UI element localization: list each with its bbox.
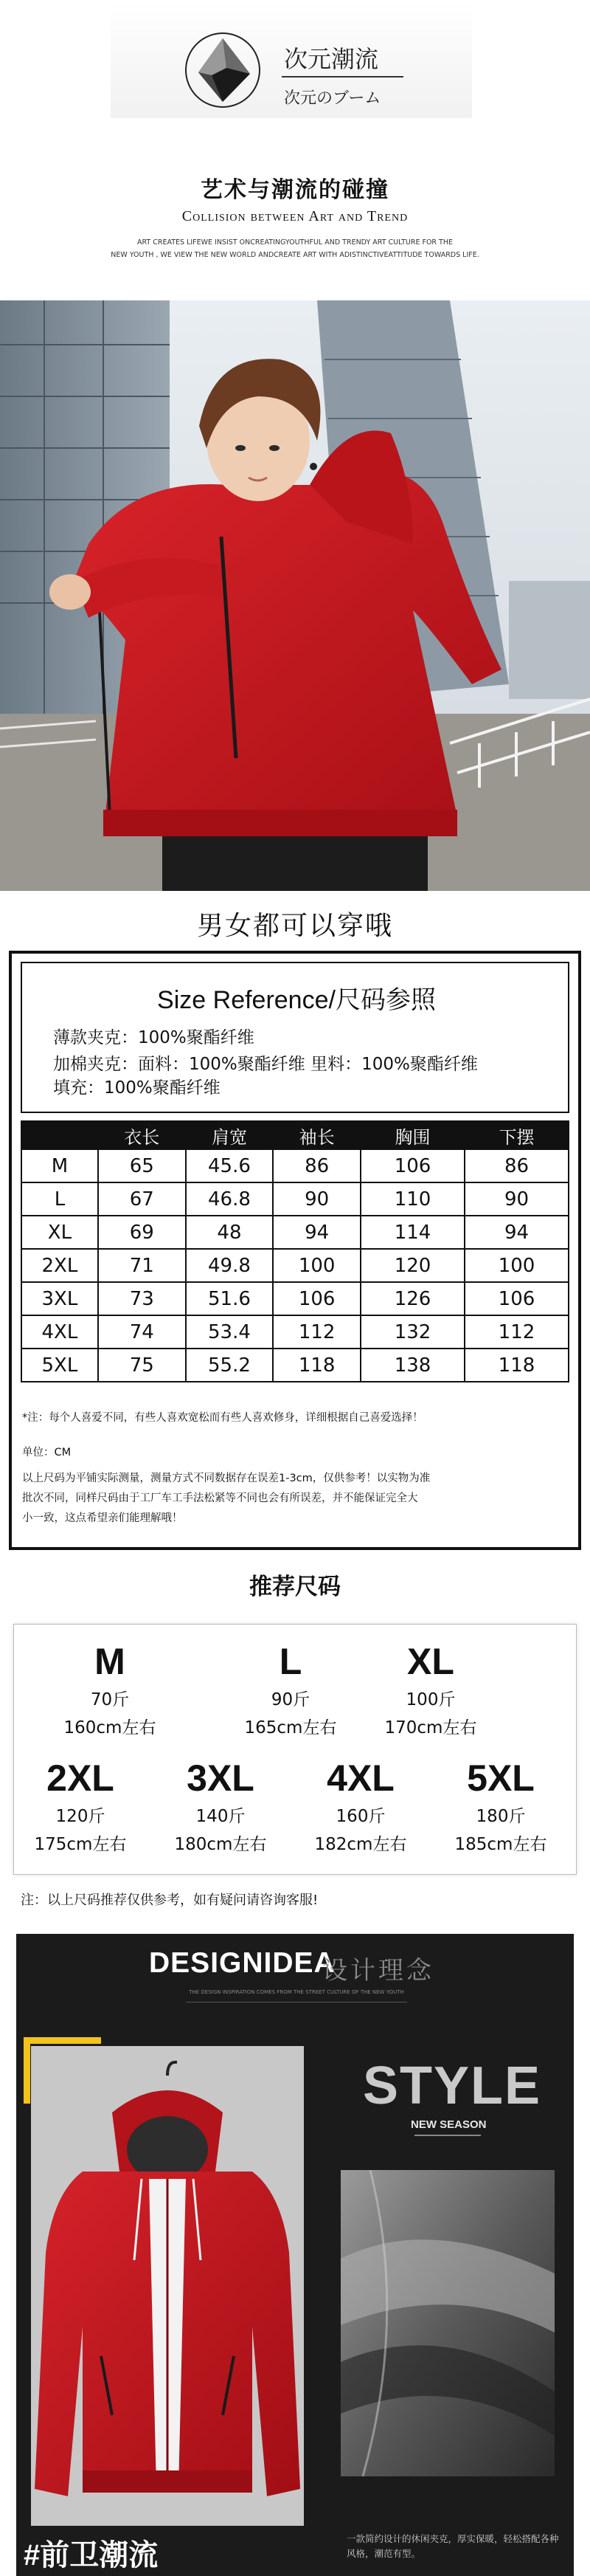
note-line: 批次不同，同样尺码由于工厂车工手法松紧等不同也会有所误差，并不能保证完全大 — [22, 1492, 418, 1504]
table-cell: 94 — [273, 1216, 361, 1249]
art-desc-line: NEW YOUTH , WE VIEW THE NEW WORLD ANDCREATE ART WITH ADISTINCTIVEATTITUDE TOWARDS LIFE. — [111, 251, 479, 259]
table-cell: 106 — [273, 1282, 361, 1315]
recommend-item-xl — [375, 1639, 486, 1740]
recommend-weight: 140斤 — [195, 1807, 246, 1826]
jacket-product-image — [31, 2046, 304, 2526]
size-table — [21, 1120, 569, 1382]
art-title-cn: 艺术与潮流的碰撞 — [201, 177, 389, 203]
brand-logo-icon — [182, 30, 263, 111]
recommend-weight: 160斤 — [336, 1807, 386, 1826]
table-cell: L — [21, 1182, 98, 1216]
recommend-size: 5XL — [467, 1757, 535, 1799]
table-cell: 65 — [98, 1149, 186, 1182]
header-cell: 衣长 — [98, 1121, 186, 1149]
recommend-item-l — [235, 1639, 346, 1740]
table-cell: 75 — [98, 1349, 186, 1382]
table-cell: 86 — [273, 1149, 361, 1182]
table-cell: 71 — [98, 1249, 186, 1282]
recommend-size: M — [94, 1641, 125, 1682]
table-cell: 120 — [361, 1249, 465, 1282]
recommend-size: 3XL — [187, 1757, 254, 1799]
recommend-size: 4XL — [327, 1757, 395, 1799]
design-title: DESIGNIDEA — [149, 1947, 336, 1979]
recommend-weight: 120斤 — [55, 1807, 105, 1826]
recommend-weight: 90斤 — [271, 1690, 310, 1709]
design-idea-panel — [16, 1934, 574, 2576]
table-cell: 48 — [186, 1216, 274, 1249]
hero-model-photo — [0, 300, 590, 891]
table-cell: 110 — [361, 1182, 465, 1216]
recommend-note: 注：以上尺码推荐仅供参考，如有疑问请咨询客服! — [21, 1893, 319, 1908]
recommend-size: XL — [407, 1641, 454, 1682]
table-cell: 106 — [465, 1282, 569, 1315]
table-cell: 90 — [465, 1182, 569, 1216]
recommend-height: 182cm左右 — [314, 1835, 407, 1854]
design-description: 一款简约设计的休闲夹克，厚实保暖，轻松搭配各种风格，潮范有型。 — [347, 2533, 559, 2559]
table-cell: 86 — [465, 1149, 569, 1182]
size-reference-title: Size Reference/尺码参照 — [157, 986, 436, 1014]
table-cell: 69 — [98, 1216, 186, 1249]
table-cell: M — [21, 1149, 98, 1182]
recommend-item-2xl — [25, 1756, 136, 1856]
recommend-size: 2XL — [46, 1757, 114, 1799]
table-cell: 118 — [465, 1349, 569, 1382]
design-title-cn: 设计理念 — [322, 1956, 434, 1986]
recommend-title: 推荐尺码 — [249, 1574, 341, 1600]
table-cell: XL — [21, 1216, 98, 1249]
material-fill: 填充：100%聚酯纤维 — [53, 1078, 221, 1098]
recommend-height: 170cm左右 — [384, 1718, 477, 1738]
recommend-height: 180cm左右 — [174, 1835, 267, 1854]
design-subtitle: THE DESIGN INSPIRATION COMES FROM THE STREET CULTURE OF THE NEW YOUTH — [189, 1989, 404, 1995]
table-cell: 112 — [273, 1315, 361, 1349]
table-cell: 5XL — [21, 1349, 98, 1382]
table-row — [21, 1182, 569, 1216]
note-line: 小一致，这点希望亲们能理解哦！ — [22, 1512, 183, 1524]
recommend-item-5xl — [445, 1756, 556, 1856]
note-line: 以上尺码为平铺实际测量，测量方式不同数据存在误差1-3cm，仅供参考！以实物为准 — [22, 1473, 431, 1484]
table-cell: 74 — [98, 1315, 186, 1349]
table-cell: 53.4 — [186, 1315, 274, 1349]
size-unit: 单位：CM — [22, 1447, 72, 1459]
header-cell: 肩宽 — [186, 1121, 274, 1149]
recommend-height: 185cm左右 — [454, 1835, 547, 1854]
table-cell: 46.8 — [186, 1182, 274, 1216]
vanguard-tag: #前卫潮流 — [24, 2539, 159, 2572]
recommend-box — [13, 1624, 577, 1875]
table-cell: 114 — [361, 1216, 465, 1249]
table-row — [21, 1216, 569, 1249]
new-season-label: NEW SEASON — [411, 2118, 487, 2131]
size-note-measurement — [22, 1469, 568, 1529]
recommend-weight: 70斤 — [90, 1690, 130, 1709]
table-cell: 73 — [98, 1282, 186, 1315]
fabric-closeup-image — [341, 2170, 555, 2476]
material-thin: 薄款夹克：100%聚酯纤维 — [53, 1028, 254, 1047]
table-cell: 94 — [465, 1216, 569, 1249]
art-desc-line: ART CREATES LIFEWE INSIST ONCREATINGYOUTHFUL AND TRENDY ART CULTURE FOR THE — [137, 238, 453, 247]
size-note-preference: *注：每个人喜爱不同，有些人喜欢宽松而有些人喜欢修身，详细根据自己喜爱选择！ — [22, 1412, 423, 1424]
table-cell: 106 — [361, 1149, 465, 1182]
header-cell: 胸围 — [361, 1121, 465, 1149]
table-cell: 126 — [361, 1282, 465, 1315]
recommend-weight: 180斤 — [476, 1807, 526, 1826]
recommend-item-m — [55, 1639, 165, 1740]
recommend-weight: 100斤 — [406, 1690, 456, 1709]
recommend-item-4xl — [305, 1756, 416, 1856]
recommend-item-3xl — [165, 1756, 276, 1856]
table-row — [21, 1249, 569, 1282]
table-row — [21, 1282, 569, 1315]
table-cell: 4XL — [21, 1315, 98, 1349]
brand-divider — [282, 76, 403, 78]
art-title-en: Collision between Art and Trend — [181, 208, 409, 224]
table-cell: 138 — [361, 1349, 465, 1382]
size-reference-header — [21, 962, 569, 1113]
table-cell: 118 — [273, 1349, 361, 1382]
size-table-header — [21, 1121, 569, 1149]
table-cell: 100 — [465, 1249, 569, 1282]
art-description — [96, 236, 494, 261]
table-cell: 112 — [465, 1315, 569, 1349]
table-cell: 3XL — [21, 1282, 98, 1315]
recommend-height: 165cm左右 — [244, 1718, 337, 1738]
table-row — [21, 1315, 569, 1349]
table-cell: 2XL — [21, 1249, 98, 1282]
table-cell: 100 — [273, 1249, 361, 1282]
table-cell: 51.6 — [186, 1282, 274, 1315]
header-cell: 袖长 — [273, 1121, 361, 1149]
header-cell: 下摆 — [465, 1121, 569, 1149]
table-cell: 45.6 — [186, 1149, 274, 1182]
table-cell: 90 — [273, 1182, 361, 1216]
recommend-height: 175cm左右 — [34, 1835, 127, 1854]
recommend-height: 160cm左右 — [63, 1718, 156, 1738]
brand-name-jp: 次元のブーム — [284, 89, 381, 108]
table-row — [21, 1349, 569, 1382]
header-cell — [21, 1121, 98, 1149]
brand-name-cn: 次元潮流 — [284, 45, 379, 73]
accent-bar-vertical — [24, 2037, 30, 2104]
style-heading: STYLE — [363, 2056, 542, 2115]
table-row — [21, 1149, 569, 1182]
material-padded: 加棉夹克：面料：100%聚酯纤维 里料：100%聚酯纤维 — [53, 1055, 478, 1074]
table-cell: 49.8 — [186, 1249, 274, 1282]
accent-bar-horizontal — [24, 2037, 101, 2044]
table-cell: 132 — [361, 1315, 465, 1349]
unisex-caption: 男女都可以穿哦 — [196, 911, 393, 941]
new-season-underline — [414, 2135, 481, 2136]
table-cell: 67 — [98, 1182, 186, 1216]
recommend-size: L — [279, 1641, 302, 1682]
table-cell: 55.2 — [186, 1349, 274, 1382]
